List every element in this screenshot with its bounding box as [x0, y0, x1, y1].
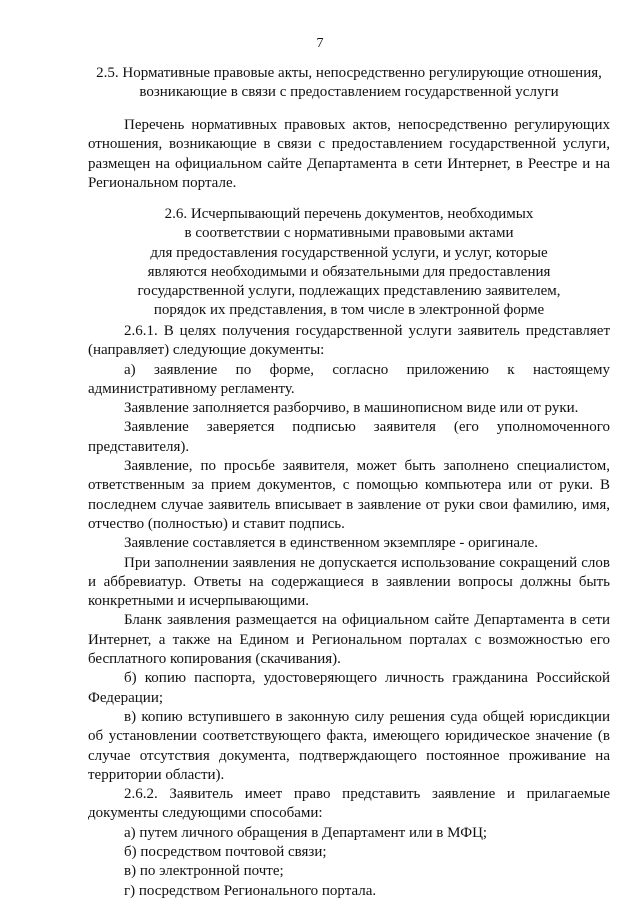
list-item-v-email: в) по электронной почте;: [124, 863, 284, 880]
heading-line: порядок их представления, в том числе в электронной форме: [153, 302, 545, 319]
paragraph-2-6-2: 2.6.2. Заявитель имеет право представить заявление и прилагаемые документы следующими способами:: [88, 786, 610, 822]
paragraph: Заявление составляется в единственном экземпляре - оригинале.: [124, 535, 539, 552]
list-item-b-post: б) посредством почтовой связи;: [124, 844, 327, 861]
paragraph-2-6-1: 2.6.1. В целях получения государственной услуги заявитель представляет (направляет) следующие документы:: [88, 323, 610, 359]
paragraph: При заполнении заявления не допускается использование сокращений слов и аббревиатур. Ответы на содержащиеся в заявлении вопросы должны быть конкретными и исчерпывающими.: [88, 554, 610, 610]
heading-line: для предоставления государственной услуги, и услуг, которые: [150, 244, 548, 261]
list-item-a-personal: а) путем личного обращения в Департамент или в МФЦ;: [124, 824, 488, 841]
heading-line: являются необходимыми и обязательными для предоставления: [147, 263, 551, 280]
heading-line: государственной услуги, подлежащих представлению заявителем,: [137, 283, 561, 300]
page-number: 7: [316, 36, 324, 51]
list-item-a-application: а) заявление по форме, согласно приложению к настоящему административному регламенту.: [88, 361, 610, 397]
list-item-v-court-decision: в) копию вступившего в законную силу решения суда общей юрисдикции об установлении соответствующего факта, имеющего юридическое значение (в случае отсутствия документа, подтверждающего постоянное проживание на территории области).: [88, 708, 610, 783]
heading-line: 2.5. Нормативные правовые акты, непосредственно регулирующие отношения,: [96, 65, 602, 81]
heading-line: 2.6. Исчерпывающий перечень документов, необходимых: [164, 206, 534, 222]
section-2-5-heading: [88, 64, 610, 103]
section-2-5-paragraph: Перечень нормативных правовых актов, непосредственно регулирующих отношения, возникающие в связи с предоставлением государственной услуги, размещен на официальном сайте Департамента в сети Интернет, в Реестре и на Региональном портале.: [88, 117, 610, 191]
paragraph: Заявление заполняется разборчиво, в машинописном виде или от руки.: [124, 400, 579, 417]
section-2-6-heading: [88, 205, 610, 321]
body-text: [88, 322, 610, 901]
list-item-b-passport: б) копию паспорта, удостоверяющего личность гражданина Российской Федерации;: [88, 670, 610, 706]
heading-line: возникающие в связи с предоставлением государственной услуги: [139, 84, 559, 101]
paragraph: Заявление заверяется подписью заявителя (его уполномоченного представителя).: [88, 419, 610, 455]
paragraph: Бланк заявления размещается на официальном сайте Департамента в сети Интернет, а также на Едином и Региональном порталах с возможностью его бесплатного копирования (скачивания).: [88, 612, 610, 668]
paragraph: Заявление, по просьбе заявителя, может быть заполнено специалистом, ответственным за прием документов, с помощью компьютера или от руки. В последнем случае заявитель вписывает в заявление от руки свои фамилию, имя, отчество (полностью) и ставит подпись.: [88, 458, 610, 532]
list-item-g-portal: г) посредством Регионального портала.: [124, 882, 377, 899]
heading-line: в соответствии с нормативными правовыми актами: [184, 225, 514, 242]
